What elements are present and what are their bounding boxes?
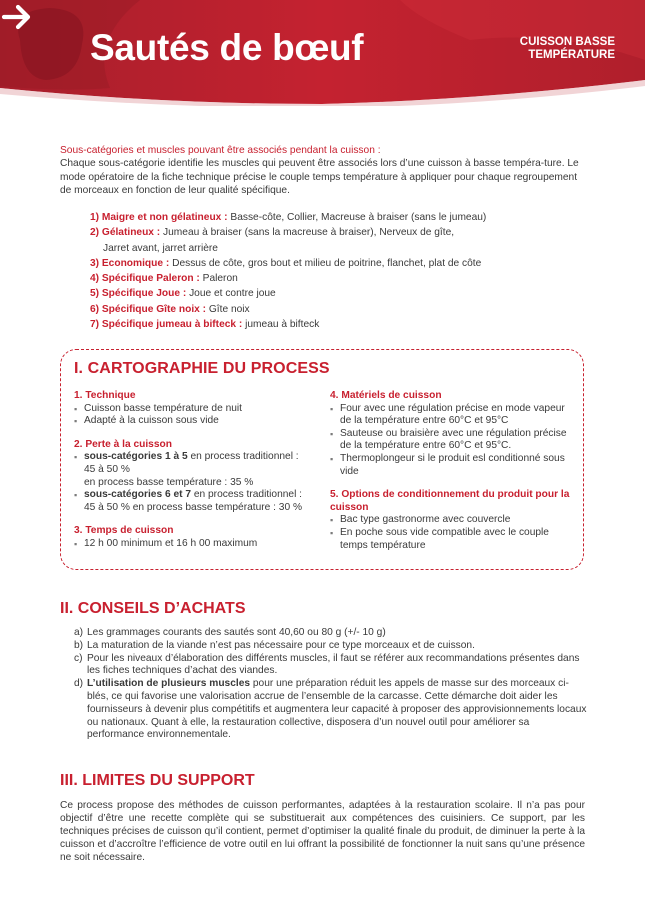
list-item: d) L’utilisation de plusieurs muscles pour une préparation réduit les appels de masse sur des morceaux ci-blés, ce qui favorise une valorisation accrue de l’ensemble de la carcasse. Cette démarche doit aider les fournisseurs à devenir plus compétitifs et augmentera leur capacité à proposer des approvisionnements locaux ou nationaux. Quant à elle, la restauration collective, disposera d’un nouvel outil pour améliorer sa performance environnementale. bbox=[74, 678, 587, 741]
limites-text: Ce process propose des méthodes de cuisson performantes, adaptées à la restauration scolaire. Il n’a pas pour objectif d’être une recette complète qui se substituerait aux compétences des cuisiniers. Ce support, par les techniques précises de cuisson qu’il contient, permet d’optimiser la qualité finale du produit, de diminuer la perte à la cuisson et d’accroître l’efficience de votre outil en lui offrant la possibilité de fonctionner la nuit sans qu’une présence ne soit nécessaire. bbox=[60, 800, 585, 863]
list-item: ▪ 12 h 00 minimum et 16 h 00 maximum bbox=[74, 538, 324, 551]
list-item: ▪ Bac type gastronorme avec couvercle bbox=[330, 514, 575, 527]
list-item-continuation: Jarret avant, jarret arrière bbox=[103, 242, 218, 254]
section-title-limites: III. LIMITES DU SUPPORT bbox=[60, 772, 255, 789]
technique-title: 1. Technique bbox=[74, 390, 136, 401]
conseils-list bbox=[74, 627, 589, 742]
intro-title: Sous-catégories et muscles pouvant être associés pendant la cuisson : bbox=[60, 145, 381, 156]
list-item: 1) Maigre et non gélatineux : Basse-côte, Collier, Macreuse à braiser (sans le jumeau) bbox=[90, 212, 487, 223]
list-item: 2) Gélatineux : Jumeau à braiser (sans la macreuse à braiser), Nerveux de gîte, bbox=[90, 227, 455, 239]
list-item: ▪ Adapté à la cuisson sous vide bbox=[74, 415, 324, 428]
category-list bbox=[90, 210, 486, 332]
list-item: ▪ En poche sous vide compatible avec le couple temps température bbox=[330, 527, 575, 552]
list-item: ▪ sous-catégories 1 à 5 en process traditionnel : bbox=[74, 451, 324, 464]
list-item: 3) Economique : Dessus de côte, gros bout et milieu de poitrine, flanchet, plat de côte bbox=[90, 257, 482, 269]
list-item: 6) Spécifique Gîte noix : Gîte noix bbox=[90, 303, 250, 315]
list-item: b) La maturation de la viande n’est pas nécessaire pour ce type morceaux et de cuisson. bbox=[74, 639, 475, 651]
list-item: ▪ Thermoplongeur si le produit esl conditionné sous vide bbox=[330, 453, 575, 478]
list-item: ▪ Four avec une régulation précise en mode vapeur de la température entre 60°C et 95°C bbox=[330, 403, 575, 428]
list-item: ▪ Cuisson basse température de nuit bbox=[74, 403, 324, 416]
category-tag bbox=[520, 36, 615, 62]
page-header bbox=[0, 0, 645, 106]
section-title-conseils: II. CONSEILS D’ACHATS bbox=[60, 600, 246, 617]
process-right-column bbox=[330, 390, 575, 552]
list-item: ▪ Sauteuse ou braisière avec une régulation précise de la température entre 60°C et 95°C. bbox=[330, 428, 575, 453]
perte-title: 2. Perte à la cuisson bbox=[74, 438, 172, 450]
options-title: 5. Options de conditionnement du produit pour la cuisson bbox=[330, 489, 570, 513]
perte-line: 45 à 50 % en process basse température : 30 % bbox=[84, 501, 303, 513]
materiels-title: 4. Matériels de cuisson bbox=[330, 390, 442, 401]
perte-line: en process basse température : 35 % bbox=[84, 476, 254, 488]
arrow-right-icon bbox=[0, 0, 34, 34]
process-left-column bbox=[74, 390, 324, 551]
list-item: 4) Spécifique Paleron : Paleron bbox=[90, 273, 238, 285]
process-box bbox=[60, 349, 584, 570]
category-tag-line-1: CUISSON BASSE bbox=[519, 36, 615, 48]
temps-title: 3. Temps de cuisson bbox=[74, 525, 174, 537]
list-item: 5) Spécifique Joue : Joue et contre joue bbox=[90, 288, 276, 300]
section-title-process: I. CARTOGRAPHIE DU PROCESS bbox=[74, 360, 330, 377]
list-item: a) Les grammages courants des sautés sont 40,60 ou 80 g (+/- 10 g) bbox=[74, 627, 386, 638]
list-item: ▪ sous-catégories 6 et 7 en process traditionnel : bbox=[74, 489, 324, 502]
category-tag-line-2: TEMPÉRATURE bbox=[528, 49, 615, 61]
list-item: c) Pour les niveaux d’élaboration des différents muscles, il faut se référer aux recommandations présentes dans les fiches techniques d’achat des viandes. bbox=[74, 652, 580, 677]
intro-block bbox=[60, 144, 590, 198]
perte-line: 45 à 50 % bbox=[84, 463, 130, 475]
intro-text: Chaque sous-catégorie identifie les muscles qui peuvent être associés lors d’une cuisson à basse tempéra-ture. Le mode opératoire de la fiche technique précise le couple temps température à appliquer pour chaque regroupement de morceaux en fonction de leur qualité spécifique. bbox=[60, 158, 579, 197]
list-item: 7) Spécifique jumeau à bifteck : jumeau à bifteck bbox=[90, 319, 320, 331]
page-title: Sautés de bœuf bbox=[90, 27, 364, 68]
